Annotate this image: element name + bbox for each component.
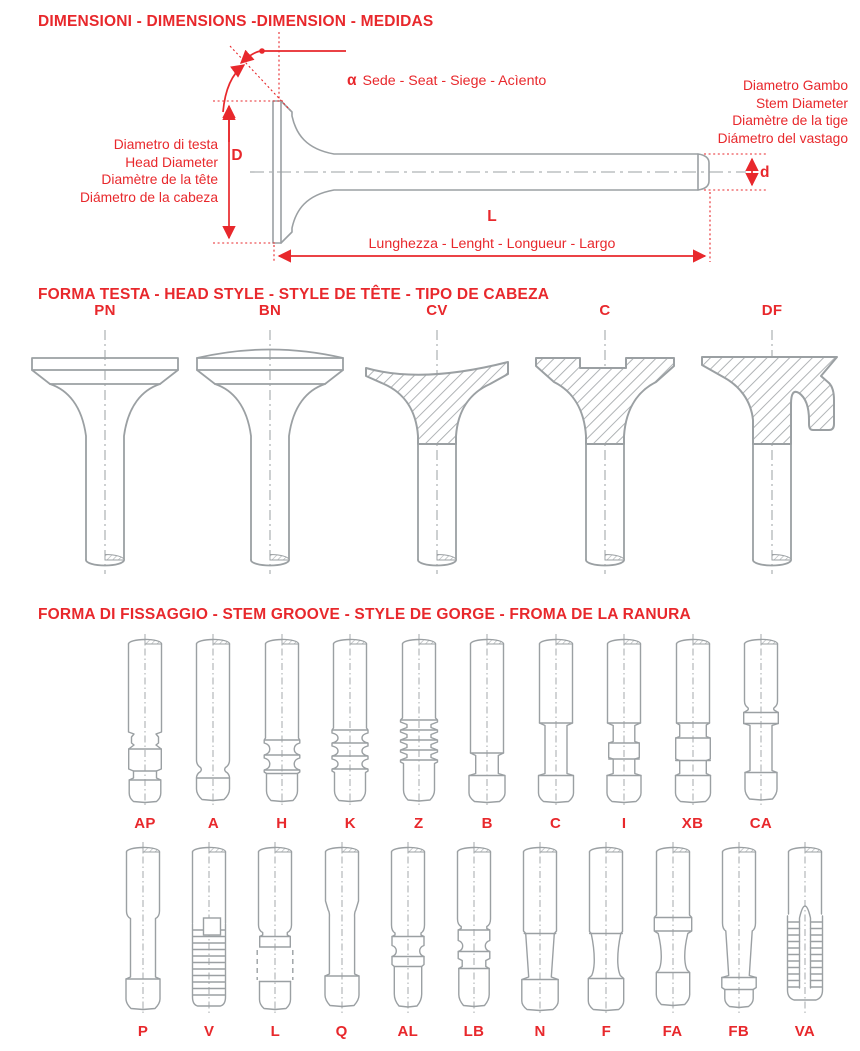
head-style-label: C [599, 302, 611, 319]
stem-groove-label: C [550, 815, 562, 832]
stem-diameter-symbol: d [760, 164, 770, 181]
head-style-c [520, 302, 690, 584]
valve-dimension-diagram [0, 30, 860, 286]
stem-drawing-ca [728, 632, 794, 807]
stem-groove-item-l [242, 840, 308, 1040]
head-diameter-symbol: D [231, 147, 243, 164]
section-title-head-style: FORMA TESTA - HEAD STYLE - STYLE DE TÊTE - TIPO DE CABEZA [38, 286, 550, 303]
stem-groove-item-f [573, 840, 639, 1040]
stem-groove-item-b [454, 632, 520, 832]
stem-groove-label: F [601, 1023, 612, 1040]
stem-drawing-al [375, 840, 441, 1015]
key-tab [204, 918, 221, 935]
stem-groove-item-ca [728, 632, 794, 832]
stem-drawing-i [591, 632, 657, 807]
stem-drawing-h [249, 632, 315, 807]
stem-groove-item-q [309, 840, 375, 1040]
head-style-label: CV [426, 302, 448, 319]
stem-groove-label: I [621, 815, 627, 832]
head-style-pn [20, 302, 190, 584]
head-style-cv [352, 302, 522, 584]
stem-drawing-fb [706, 840, 772, 1015]
head-diameter-line: Diamètre de la tête [101, 172, 218, 187]
stem-groove-label: XB [681, 815, 704, 832]
stem-groove-row-1 [112, 632, 794, 832]
stem-drawing-k [317, 632, 383, 807]
head-style-drawing-df [687, 324, 857, 579]
stem-groove-label: FA [662, 1023, 683, 1040]
stem-groove-label: N [534, 1023, 546, 1040]
head-style-bn [185, 302, 355, 584]
stem-drawing-f [573, 840, 639, 1015]
stem-drawing-q [309, 840, 375, 1015]
head-style-drawing-bn [185, 324, 355, 579]
head-diameter-dimension [213, 106, 276, 243]
stem-groove-item-fb [706, 840, 772, 1040]
stem-groove-label: V [204, 1023, 215, 1040]
stem-groove-label: CA [749, 815, 773, 832]
stem-drawing-b [454, 632, 520, 807]
length-label: Lunghezza - Lenght - Longueur - Largo [368, 236, 616, 252]
stem-diameter-line: Diámetro del vastago [717, 130, 848, 146]
head-diameter-line: Diametro di testa [113, 137, 218, 152]
stem-diameter-line: Diamètre de la tige [732, 113, 848, 128]
stem-drawing-ap [112, 632, 178, 807]
stem-groove-label: AL [397, 1023, 419, 1040]
valve-outline [250, 101, 746, 243]
stem-groove-label: Z [414, 815, 424, 832]
stem-groove-label: VA [794, 1023, 816, 1040]
length-symbol: L [487, 208, 497, 225]
stem-diameter-line: Stem Diameter [755, 95, 848, 111]
head-style-label: BN [258, 302, 282, 319]
stem-drawing-n [507, 840, 573, 1015]
stem-groove-item-va [772, 840, 838, 1040]
stem-groove-item-v [176, 840, 242, 1040]
stem-drawing-va [772, 840, 838, 1015]
stem-groove-label: FB [728, 1023, 749, 1040]
stem-diameter-label-block [718, 77, 848, 147]
stem-groove-item-k [317, 632, 383, 832]
stem-groove-row-2 [110, 840, 838, 1040]
head-style-label: PN [94, 302, 116, 319]
stem-groove-item-h [249, 632, 315, 832]
stem-drawing-c [523, 632, 589, 807]
head-style-label: DF [761, 302, 783, 319]
stem-drawing-z [386, 632, 452, 807]
stem-drawing-lb [441, 840, 507, 1015]
stem-drawing-l [242, 840, 308, 1015]
section-title-dimensions: DIMENSIONI - DIMENSIONS -DIMENSION - MEDIDAS [38, 13, 434, 30]
stem-diameter-line: Diametro Gambo [742, 78, 848, 93]
section-title-stem-groove: FORMA DI FISSAGGIO - STEM GROOVE - STYLE DE GORGE - FROMA DE LA RANURA [38, 606, 691, 623]
stem-groove-item-lb [441, 840, 507, 1040]
stem-groove-label: AP [134, 815, 156, 832]
length-dimension [274, 192, 710, 262]
stem-groove-label: P [137, 1023, 149, 1040]
head-diameter-line: Diámetro de la cabeza [79, 189, 218, 205]
stem-groove-item-i [591, 632, 657, 832]
stem-groove-label: A [207, 815, 219, 832]
stem-groove-label: Q [335, 1023, 348, 1040]
stem-drawing-p [110, 840, 176, 1015]
head-style-drawing-pn [20, 324, 190, 579]
head-diameter-line: Head Diameter [125, 154, 218, 170]
stem-groove-item-p [110, 840, 176, 1040]
stem-drawing-xb [660, 632, 726, 807]
stem-groove-item-al [375, 840, 441, 1040]
stem-groove-item-fa [640, 840, 706, 1040]
stem-groove-item-ap [112, 632, 178, 832]
stem-groove-item-n [507, 840, 573, 1040]
head-style-drawing-cv [352, 324, 522, 579]
stem-groove-item-z [386, 632, 452, 832]
seat-label [347, 72, 546, 90]
stem-groove-label: H [276, 815, 288, 832]
stem-groove-label: L [270, 1023, 281, 1040]
stem-drawing-fa [640, 840, 706, 1015]
seat-angle-annotation [213, 32, 346, 142]
seat-label-text: Sede - Seat - Siege - Acìento [362, 73, 547, 89]
stem-groove-label: LB [463, 1023, 485, 1040]
stem-groove-item-a [180, 632, 246, 832]
alpha-symbol: α [347, 72, 357, 89]
head-style-df [687, 302, 857, 584]
head-diameter-label-block [80, 136, 218, 206]
stem-groove-item-xb [660, 632, 726, 832]
stem-groove-label: B [481, 815, 493, 832]
stem-groove-label: K [344, 815, 356, 832]
head-style-drawing-c [520, 324, 690, 579]
stem-drawing-v [176, 840, 242, 1015]
stem-drawing-a [180, 632, 246, 807]
stem-groove-item-c [523, 632, 589, 832]
